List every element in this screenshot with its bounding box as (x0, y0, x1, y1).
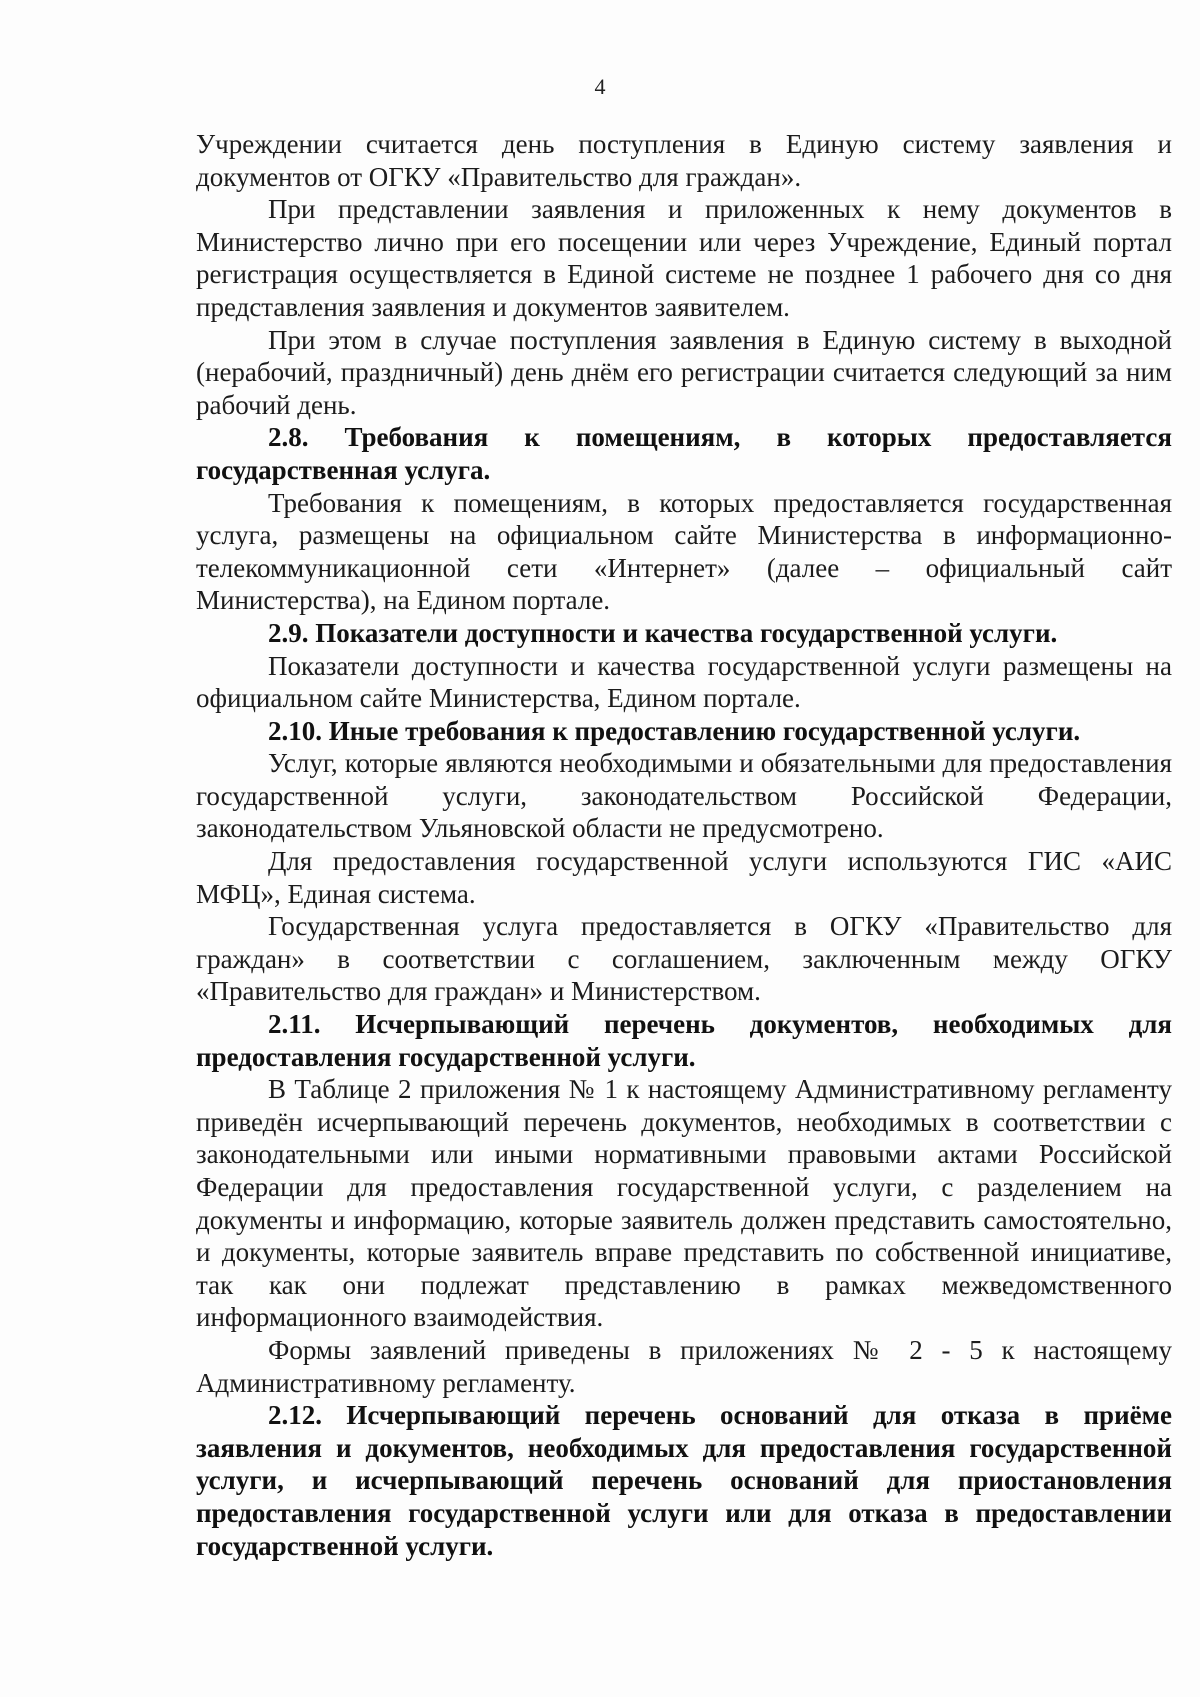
paragraph: Показатели доступности и качества государственной услуги размещены на официальном сайте Министерства, Едином портале. (196, 650, 1172, 714)
page-number: 4 (594, 74, 606, 99)
paragraph: Формы заявлений приведены в приложениях № 2 - 5 к настоящему Административному регламенту. (196, 1334, 1172, 1398)
paragraph: Учреждении считается день поступления в Единую систему заявления и документов от ОГКУ «Правительство для граждан». (196, 129, 1172, 192)
document-body (196, 128, 1172, 1562)
section-heading: 2.8. Требования к помещениям, в которых предоставляется государственная услуга. (196, 422, 1172, 485)
section-heading: 2.11. Исчерпывающий перечень документов, необходимых для предоставления государственной услуги. (196, 1009, 1172, 1072)
section-heading: 2.10. Иные требования к предоставлению государственной услуги. (268, 715, 1081, 746)
section-heading: 2.9. Показатели доступности и качества государственной услуги. (268, 617, 1058, 648)
section-heading: 2.12. Исчерпывающий перечень оснований для отказа в приёме заявления и документов, необходимых для предоставления государственной услуги, и исчерпывающий перечень оснований для приостановления предоставления государственной услуги или для отказа в предоставлении государственной услуги. (196, 1400, 1172, 1561)
paragraph: При представлении заявления и приложенных к нему документов в Министерство лично при его посещении или через Учреждение, Единый портал регистрация осуществляется в Единой системе не позднее 1 рабочего дня со дня представления заявления и документов заявителем. (196, 194, 1172, 322)
paragraph: В Таблице 2 приложения № 1 к настоящему Административному регламенту приведён исчерпывающий перечень документов, необходимых в соответствии с законодательными или иными нормативными правовыми актами Российской Федерации для предоставления государственной услуги, с разделением на документы и информацию, которые заявитель должен представить самостоятельно, и документы, которые заявитель вправе представить по собственной инициативе, так как они подлежат представлению в рамках межведомственного информационного взаимодействия. (196, 1074, 1172, 1333)
paragraph: При этом в случае поступления заявления в Единую систему в выходной (нерабочий, праздничный) день днём его регистрации считается следующий за ним рабочий день. (196, 324, 1172, 420)
paragraph: Услуг, которые являются необходимыми и обязательными для предоставления государственной услуги, законодательством Российской Федерации, законодательством Ульяновской области не предусмотрено. (196, 748, 1172, 844)
paragraph: Требования к помещениям, в которых предоставляется государственная услуга, размещены на официальном сайте Министерства в информационно-телекоммуникационной сети «Интернет» (далее – официальный сайт Министерства), на Едином портале. (196, 487, 1172, 616)
paragraph: Для предоставления государственной услуги используются ГИС «АИС МФЦ», Единая система. (196, 846, 1172, 909)
paragraph: Государственная услуга предоставляется в ОГКУ «Правительство для граждан» в соответствии с соглашением, заключенным между ОГКУ «Правительство для граждан» и Министерством. (196, 911, 1172, 1007)
